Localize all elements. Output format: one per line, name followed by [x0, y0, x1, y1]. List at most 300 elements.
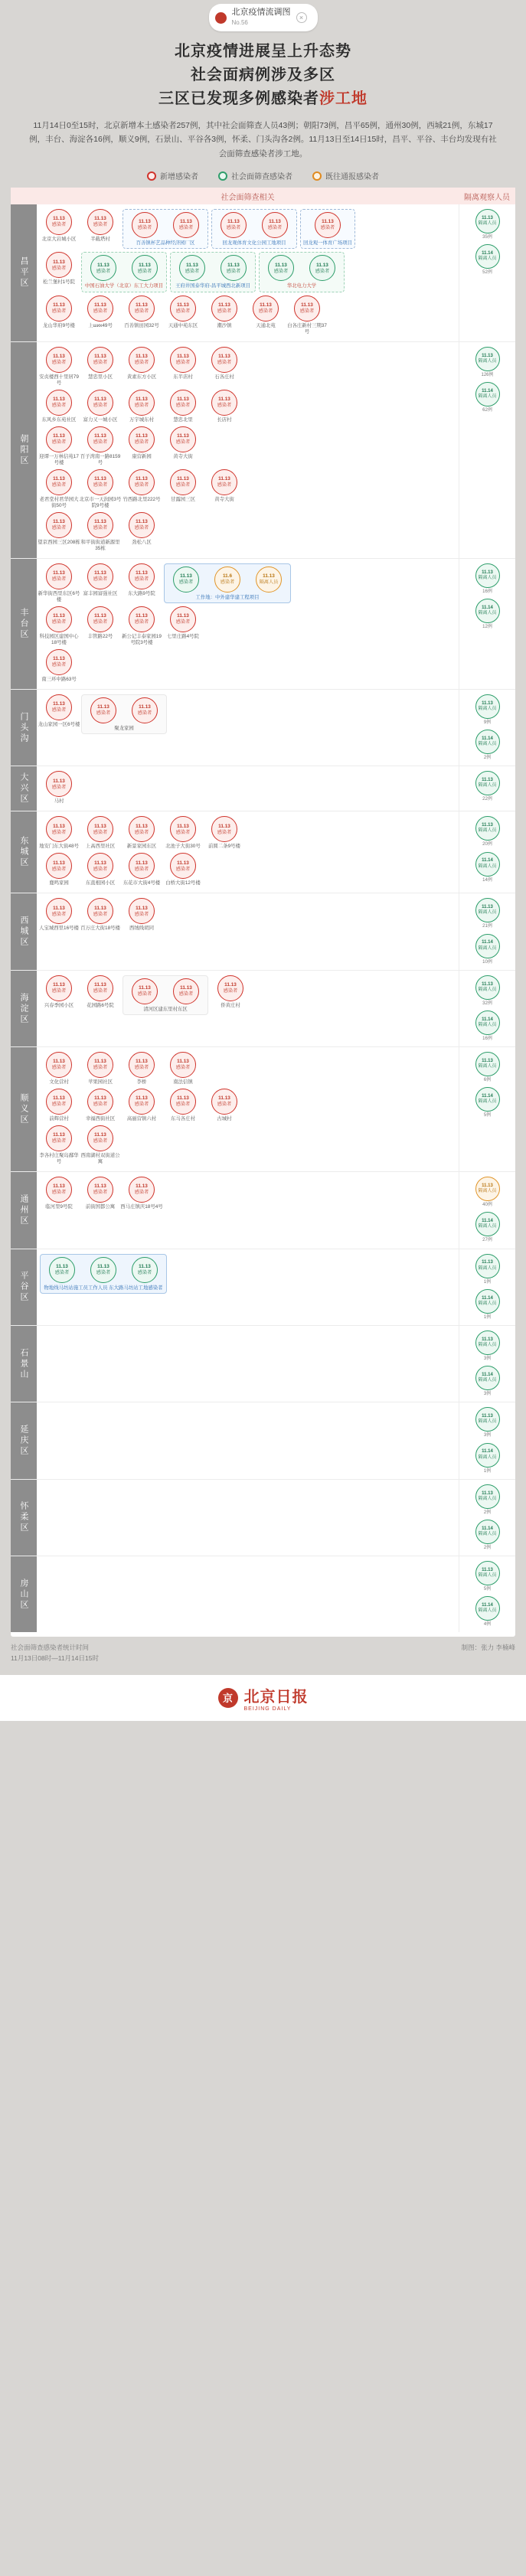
district-row — [11, 1172, 515, 1249]
case-node-circle — [87, 209, 113, 235]
case-row — [40, 1254, 456, 1294]
district-cases — [37, 1480, 459, 1556]
case-node-circle — [129, 853, 155, 879]
case-node[interactable] — [309, 212, 347, 238]
case-node-date: 11.13 — [53, 518, 65, 524]
case-node[interactable] — [164, 1089, 202, 1122]
case-node-label: 东马各庄村 — [171, 1116, 195, 1122]
case-node-label: 鹿鸣家园 — [49, 880, 69, 886]
case-node-tag: 感染者 — [96, 710, 111, 717]
case-node[interactable] — [81, 390, 119, 423]
district-name[interactable]: 门头沟 — [11, 690, 37, 766]
isolation-chip-tag: 隔离人员 — [478, 358, 497, 364]
case-node-circle — [173, 566, 199, 593]
case-node-date: 11.13 — [97, 1263, 109, 1269]
case-node-tag: 感染者 — [137, 991, 152, 997]
case-node-circle — [90, 1257, 116, 1283]
case-node-date: 11.13 — [56, 1263, 68, 1269]
district-name[interactable]: 怀柔区 — [11, 1480, 37, 1556]
case-node-tag: 感染者 — [93, 402, 108, 408]
case-node-date: 11.13 — [94, 1059, 106, 1065]
case-node[interactable] — [262, 255, 300, 281]
case-node[interactable] — [205, 295, 243, 329]
case-node-tag: 感染者 — [93, 524, 108, 531]
case-node-date: 11.13 — [177, 396, 189, 402]
case-node[interactable] — [123, 347, 161, 380]
case-node-date: 11.13 — [218, 302, 230, 308]
isolation-chip-circle — [475, 1212, 500, 1236]
case-node[interactable] — [40, 1089, 78, 1122]
case-node[interactable] — [40, 694, 78, 728]
brand-dot-icon — [215, 12, 227, 24]
case-node-label: 东半店村 — [173, 374, 193, 380]
district-name[interactable]: 平谷区 — [11, 1249, 37, 1325]
case-group-caption: 回龙观一体育广场项目 — [303, 240, 352, 246]
case-node[interactable] — [81, 347, 119, 380]
case-node-circle — [129, 295, 155, 322]
case-node-circle — [170, 347, 196, 373]
case-node[interactable] — [81, 853, 119, 886]
isolation-chip[interactable] — [470, 1366, 505, 1397]
case-node[interactable] — [123, 512, 161, 546]
case-node[interactable] — [81, 816, 119, 850]
case-node[interactable] — [126, 212, 164, 238]
case-node-tag: 感染者 — [51, 576, 67, 582]
case-node-date: 11.13 — [139, 219, 151, 225]
case-node[interactable] — [126, 697, 164, 723]
isolation-chip-tag: 隔离人员 — [478, 1023, 497, 1028]
isolation-chip-tag: 隔离人员 — [478, 783, 497, 788]
case-node-date: 11.13 — [53, 396, 65, 402]
case-node[interactable] — [167, 212, 205, 238]
case-node[interactable] — [164, 816, 202, 850]
case-node-tag: 感染者 — [93, 866, 108, 872]
isolation-chip[interactable] — [470, 1520, 505, 1551]
case-node[interactable] — [123, 1089, 161, 1122]
isolation-chip-tag: 隔离人员 — [478, 707, 497, 712]
isolation-chip-date: 11.14 — [482, 1526, 493, 1531]
case-node[interactable] — [81, 295, 119, 329]
case-node[interactable] — [123, 853, 161, 886]
case-group-caption: 清河区建东里村东区 — [143, 1006, 188, 1012]
case-node[interactable] — [250, 566, 288, 593]
case-node[interactable] — [84, 1257, 123, 1283]
case-group[interactable] — [123, 975, 208, 1015]
case-node[interactable] — [214, 212, 253, 238]
case-node-circle — [90, 255, 116, 281]
isolation-chip-tag: 隔离人员 — [478, 742, 497, 747]
case-group[interactable] — [123, 209, 208, 249]
district-name[interactable]: 石景山 — [11, 1326, 37, 1402]
case-node[interactable] — [40, 390, 78, 423]
isolation-chip-date: 11.14 — [482, 1603, 493, 1608]
case-group-nodes — [126, 978, 205, 1004]
case-node-date: 11.13 — [139, 984, 151, 991]
case-node-tag: 感染者 — [51, 619, 67, 625]
isolation-chip[interactable] — [470, 1212, 505, 1243]
case-node[interactable] — [126, 1257, 164, 1283]
case-group-caption: 回龙观体育文化公园工地项目 — [222, 240, 286, 246]
isolation-chip[interactable] — [470, 244, 505, 276]
case-node-tag: 感染者 — [175, 308, 191, 314]
case-node-date: 11.13 — [53, 701, 65, 707]
case-node[interactable] — [164, 426, 202, 460]
case-node[interactable] — [164, 469, 202, 503]
legend-item-previous — [312, 170, 379, 181]
case-node[interactable] — [40, 347, 78, 387]
district-row — [11, 1480, 515, 1556]
case-node[interactable] — [205, 347, 243, 380]
case-node[interactable] — [123, 426, 161, 460]
case-node[interactable] — [126, 978, 164, 1004]
case-node[interactable] — [256, 212, 294, 238]
case-node-tag: 感染者 — [217, 402, 232, 408]
case-group-caption: 工作地：中外建华建工程项目 — [195, 594, 260, 600]
case-node[interactable] — [81, 1125, 119, 1165]
isolation-chip-count: 6例 — [483, 1078, 492, 1083]
isolation-chip-circle — [475, 771, 500, 795]
isolation-chip-count: 5例 — [483, 1587, 492, 1592]
isolation-chip[interactable] — [470, 1596, 505, 1628]
case-node[interactable] — [40, 649, 78, 683]
isolation-chip-count: 52例 — [482, 270, 492, 276]
isolation-column — [459, 559, 515, 689]
case-node[interactable] — [123, 816, 161, 850]
case-group[interactable] — [81, 252, 167, 292]
case-node[interactable] — [164, 347, 202, 380]
case-node-circle — [262, 212, 288, 238]
case-node-circle — [221, 255, 247, 281]
district-name[interactable]: 昌平区 — [11, 204, 37, 341]
case-node[interactable] — [205, 390, 243, 423]
isolation-column — [459, 342, 515, 558]
case-node[interactable] — [40, 898, 78, 932]
case-node[interactable] — [40, 1125, 78, 1165]
case-node[interactable] — [164, 1052, 202, 1086]
case-node-circle — [256, 566, 282, 593]
case-node[interactable] — [123, 898, 161, 932]
case-node-label: 龙山家园一区6号楼 — [38, 722, 80, 728]
isolation-column — [459, 1402, 515, 1478]
case-node[interactable] — [81, 209, 119, 243]
case-node-tag: 感染者 — [51, 1190, 67, 1196]
isolation-chip[interactable] — [470, 694, 505, 726]
close-icon[interactable]: × — [296, 12, 307, 23]
case-group-caption: 华北电力大学 — [286, 283, 317, 289]
case-node[interactable] — [81, 1052, 119, 1086]
case-node-date: 11.13 — [53, 1184, 65, 1190]
case-node-tag: 感染者 — [273, 268, 289, 274]
isolation-chip-tag: 隔离人员 — [478, 393, 497, 399]
case-node-tag: 感染者 — [51, 308, 67, 314]
isolation-column — [459, 971, 515, 1046]
case-node[interactable] — [40, 563, 78, 603]
case-node[interactable] — [81, 426, 119, 466]
isolation-chip[interactable] — [470, 1289, 505, 1321]
isolation-chip-count: 14例 — [482, 877, 492, 883]
isolation-chip-tag: 隔离人员 — [478, 987, 497, 992]
legend-dot-new-icon — [147, 171, 156, 181]
isolation-column — [459, 690, 515, 766]
isolation-chip-tag: 隔离人员 — [478, 1531, 497, 1536]
case-node-label: 文化营村 — [49, 1079, 69, 1086]
case-node-tag: 感染者 — [51, 439, 67, 445]
case-node[interactable] — [120, 1177, 163, 1210]
isolation-chip-tag: 隔离人员 — [478, 1064, 497, 1069]
district-name[interactable]: 大兴区 — [11, 766, 37, 811]
isolation-chip[interactable] — [470, 563, 505, 595]
publisher-name: 北京日报 — [243, 1688, 309, 1706]
case-node[interactable] — [123, 606, 161, 646]
case-node[interactable] — [40, 606, 78, 646]
isolation-chip[interactable] — [470, 934, 505, 965]
case-node-circle — [129, 347, 155, 373]
case-group-nodes — [167, 566, 288, 593]
case-node[interactable] — [81, 975, 119, 1009]
isolation-chip[interactable] — [470, 1407, 505, 1438]
footer-credit: 制图：张力 李楠峰 — [461, 1644, 515, 1652]
isolation-chip[interactable] — [470, 816, 505, 847]
case-node[interactable] — [40, 426, 78, 466]
case-node[interactable] — [81, 512, 119, 552]
isolation-column — [459, 204, 515, 341]
isolation-chip[interactable] — [470, 599, 505, 630]
case-group[interactable] — [40, 1254, 167, 1294]
case-group[interactable] — [300, 209, 355, 249]
case-node[interactable] — [81, 563, 119, 597]
case-row — [40, 209, 456, 249]
district-name[interactable]: 海淀区 — [11, 971, 37, 1046]
case-node-tag: 感染者 — [51, 1065, 67, 1071]
case-node-label: 天通北苑 — [256, 322, 276, 328]
isolation-chip[interactable] — [470, 1443, 505, 1474]
case-node[interactable] — [123, 390, 161, 423]
case-node-label: 前街国都公寓 — [85, 1204, 116, 1210]
case-node[interactable] — [81, 898, 119, 932]
district-name[interactable]: 东城区 — [11, 811, 37, 893]
isolation-chip[interactable] — [470, 975, 505, 1007]
case-node-circle — [87, 1052, 113, 1078]
isolation-chip[interactable] — [470, 898, 505, 929]
case-node[interactable] — [123, 295, 161, 329]
case-node[interactable] — [40, 252, 78, 286]
case-node[interactable] — [167, 566, 205, 593]
isolation-chip-date: 11.13 — [482, 905, 493, 910]
case-row — [40, 1089, 456, 1122]
case-node[interactable] — [40, 816, 78, 850]
case-node-label: 白桥大街12号楼 — [165, 880, 201, 886]
case-node-label: 新华街西里东区6号楼 — [38, 590, 80, 602]
case-node[interactable] — [84, 697, 123, 723]
district-name[interactable]: 顺义区 — [11, 1047, 37, 1171]
case-node-date: 11.13 — [136, 1095, 148, 1102]
case-node[interactable] — [79, 469, 122, 509]
isolation-chip-count: 4例 — [483, 1622, 492, 1628]
case-node-tag: 感染者 — [175, 1102, 191, 1108]
district-name[interactable]: 朝阳区 — [11, 342, 37, 558]
isolation-chip[interactable] — [470, 1087, 505, 1118]
case-node[interactable] — [40, 295, 78, 329]
case-node[interactable] — [84, 255, 123, 281]
case-node-tag: 感染者 — [217, 482, 232, 488]
case-node[interactable] — [211, 975, 250, 1009]
isolation-chip-circle — [475, 852, 500, 877]
district-name[interactable]: 西城区 — [11, 893, 37, 969]
isolation-chip-circle — [475, 1330, 500, 1355]
district-name[interactable]: 丰台区 — [11, 559, 37, 689]
case-group[interactable] — [211, 209, 297, 249]
case-group[interactable] — [164, 563, 291, 603]
case-group-caption: 王府井国泰华府-昌平城西北新项目 — [175, 283, 250, 289]
case-node-tag: 感染者 — [51, 866, 67, 872]
case-node-tag: 感染者 — [51, 359, 67, 365]
case-node[interactable] — [43, 1257, 81, 1283]
publisher-text-wrap — [244, 1684, 309, 1712]
legend-item-screening — [218, 170, 292, 181]
case-row — [40, 975, 456, 1015]
isolation-chip[interactable] — [470, 209, 505, 240]
case-node[interactable] — [208, 566, 247, 593]
case-node[interactable] — [288, 295, 326, 335]
isolation-chip[interactable] — [470, 1177, 505, 1208]
case-group-caption: 物地线马坊站施工员工作人员 东大路马坊站工地感染者 — [44, 1285, 163, 1291]
case-node[interactable] — [205, 1089, 243, 1122]
case-node[interactable] — [40, 512, 78, 546]
case-node[interactable] — [40, 975, 78, 1009]
isolation-chip-date: 11.13 — [482, 1059, 493, 1064]
isolation-chip-tag: 隔离人员 — [478, 1342, 497, 1347]
case-node-date: 11.13 — [94, 823, 106, 829]
isolation-chip-tag: 隔离人员 — [478, 1573, 497, 1579]
isolation-chip[interactable] — [470, 347, 505, 378]
isolation-chip[interactable] — [470, 730, 505, 761]
case-node-date: 11.13 — [97, 262, 109, 268]
isolation-chip-tag: 隔离人员 — [478, 1265, 497, 1271]
isolation-chip[interactable] — [470, 1254, 505, 1285]
case-node[interactable] — [123, 563, 161, 597]
case-node-label: 临河里9号院 — [45, 1204, 73, 1210]
case-node[interactable] — [247, 295, 285, 329]
isolation-column — [459, 1556, 515, 1632]
isolation-chip-circle — [475, 975, 500, 1000]
case-node-date: 11.13 — [136, 1184, 148, 1190]
isolation-chip-date: 11.13 — [482, 1414, 493, 1419]
case-node[interactable] — [40, 853, 78, 886]
case-node-tag: 感染者 — [51, 1138, 67, 1144]
footer-left — [11, 1643, 99, 1663]
case-node[interactable] — [123, 469, 161, 503]
case-node[interactable] — [164, 295, 202, 329]
isolation-chip-date: 11.13 — [482, 1260, 493, 1265]
case-node[interactable] — [205, 469, 243, 503]
case-node-date: 11.13 — [186, 262, 198, 268]
isolation-chip[interactable] — [470, 771, 505, 802]
case-node[interactable] — [303, 255, 341, 281]
isolation-chip[interactable] — [470, 1010, 505, 1042]
case-row — [40, 295, 456, 335]
case-group[interactable] — [259, 252, 345, 292]
district-row — [11, 1402, 515, 1479]
isolation-chip[interactable] — [470, 1330, 505, 1362]
isolation-chip[interactable] — [470, 382, 505, 413]
case-node-circle — [170, 295, 196, 322]
district-board — [11, 188, 515, 1637]
case-node[interactable] — [81, 1089, 119, 1122]
case-row — [40, 816, 456, 850]
case-node-date: 11.13 — [53, 570, 65, 576]
case-node-tag: 感染者 — [134, 524, 149, 531]
case-node-circle — [90, 697, 116, 723]
case-node-circle — [211, 390, 237, 416]
isolation-chip-date: 11.13 — [482, 215, 493, 220]
case-node-tag: 感染者 — [134, 829, 149, 835]
case-node[interactable] — [40, 469, 78, 509]
case-group-caption: 聚龙家园 — [114, 726, 134, 732]
case-node-circle — [294, 295, 320, 322]
case-node[interactable] — [40, 771, 78, 805]
case-node-date: 11.13 — [53, 353, 65, 359]
case-group-nodes — [43, 1257, 164, 1283]
case-group[interactable] — [170, 252, 256, 292]
case-node-date: 11.13 — [53, 778, 65, 784]
case-node[interactable] — [164, 853, 202, 886]
series-pill[interactable] — [209, 4, 318, 31]
case-node[interactable] — [126, 255, 164, 281]
case-node[interactable] — [123, 1052, 161, 1086]
case-node-circle — [129, 563, 155, 589]
isolation-chip[interactable] — [470, 1484, 505, 1516]
isolation-chip-date: 11.14 — [482, 388, 493, 393]
case-node[interactable] — [164, 390, 202, 423]
case-node-circle — [87, 816, 113, 842]
board-header-center: 社会面筛查相关 — [221, 193, 275, 202]
district-name[interactable]: 通州区 — [11, 1172, 37, 1248]
case-node-date: 11.13 — [177, 1095, 189, 1102]
case-node[interactable] — [205, 816, 243, 850]
case-node[interactable] — [167, 978, 205, 1004]
case-node-date: 11.13 — [136, 353, 148, 359]
case-node-date: 11.13 — [136, 823, 148, 829]
isolation-chip[interactable] — [470, 1561, 505, 1592]
case-node-label: 康营新园 — [132, 453, 152, 459]
case-node[interactable] — [81, 606, 119, 640]
case-node-tag: 感染者 — [93, 619, 108, 625]
case-node[interactable] — [40, 209, 78, 243]
isolation-chip[interactable] — [470, 852, 505, 883]
case-node-date: 11.13 — [53, 860, 65, 866]
isolation-chip-circle — [475, 209, 500, 233]
isolation-chip[interactable] — [470, 1052, 505, 1083]
case-node-label: 上高西里社区 — [85, 844, 116, 850]
case-node-date: 11.13 — [53, 259, 65, 265]
case-node-tag: 感染者 — [134, 359, 149, 365]
case-row — [40, 853, 456, 886]
case-node-label: 西南湖村双街道公寓 — [80, 1153, 120, 1165]
isolation-chip-date: 11.14 — [482, 251, 493, 256]
district-name[interactable]: 延庆区 — [11, 1402, 37, 1478]
case-node[interactable] — [40, 1177, 78, 1210]
case-node[interactable] — [40, 1052, 78, 1086]
district-cases — [37, 559, 459, 689]
district-name[interactable]: 房山区 — [11, 1556, 37, 1632]
case-node-circle — [46, 1177, 72, 1203]
case-group[interactable] — [81, 694, 167, 734]
case-node[interactable] — [164, 606, 202, 640]
case-node[interactable] — [214, 255, 253, 281]
case-node[interactable] — [173, 255, 211, 281]
case-node-tag: 感染者 — [137, 1269, 152, 1275]
case-node[interactable] — [81, 1177, 119, 1210]
